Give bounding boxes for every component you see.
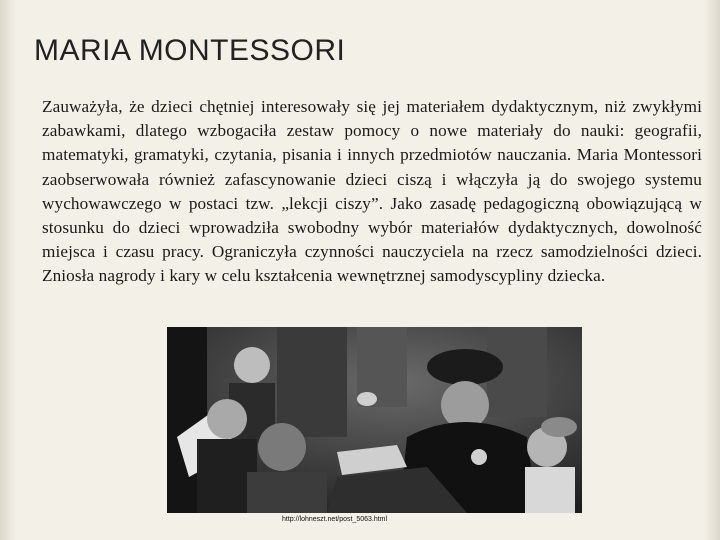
photo-caption: http://lohneszt.net/post_5063.html bbox=[282, 516, 388, 523]
photo-illustration bbox=[167, 327, 582, 513]
slide-left-edge bbox=[0, 0, 16, 540]
slide-body-text: Zauważyła, że dzieci chętniej interesowały się jej materiałem dydaktycznym, niż zwykłymi zabawkami, dlatego wzbogaciła zestaw pomocy o nowe materiały do nauki: geografii, matematyki, gramatyki, czytania, pisania i innych przedmiotów nauczania. Maria Montessori zaobserwowała również zafascynowanie dzieci ciszą i włączyła ją do swojego systemu wychowawczego w postaci tzw. „lekcji ciszy”. Jako zasadę pedagogiczną obowiązującą w stosunku do dzieci wprowadziła swobodny wybór materiałów dydaktycznych, dowolność miejsca i czasu pracy. Ograniczyła czynności nauczyciela na rzecz samodzielności dzieci. Zniosła nagrody i kary w celu kształcenia wewnętrznej samodyscypliny dziecka. bbox=[42, 97, 702, 286]
slide-title: MARIA MONTESSORI bbox=[34, 34, 346, 67]
montessori-photo bbox=[167, 327, 582, 513]
slide-right-edge bbox=[704, 0, 720, 540]
